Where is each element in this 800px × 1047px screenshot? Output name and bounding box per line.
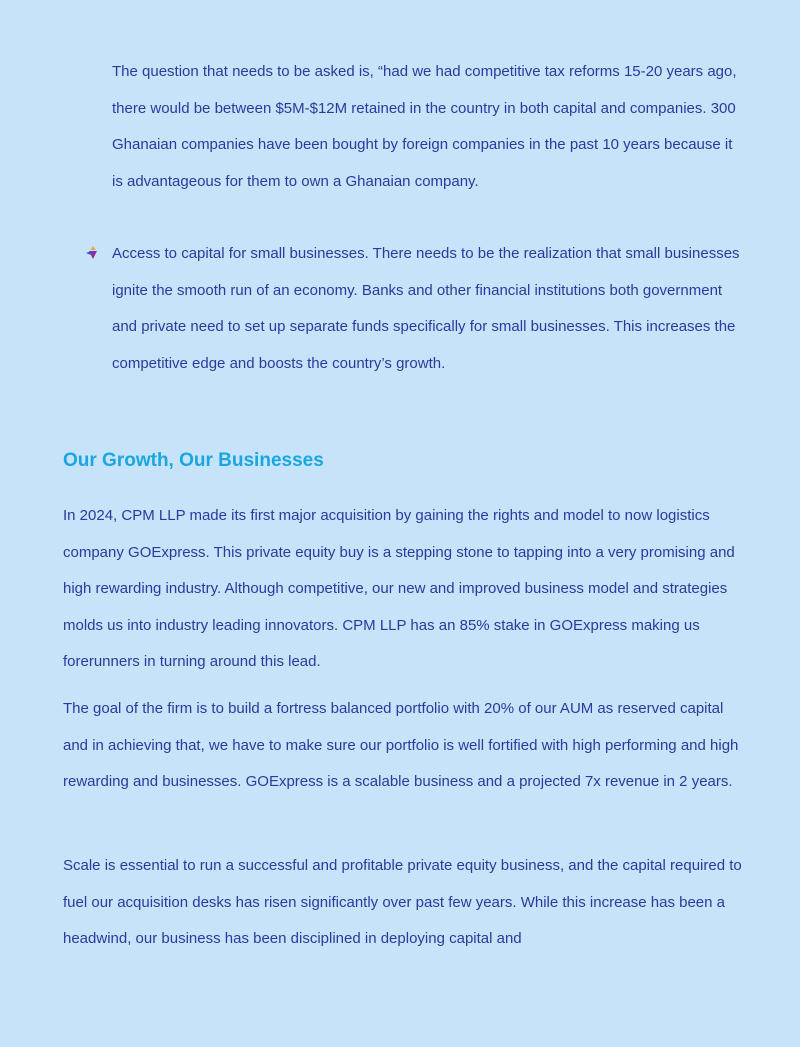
body-paragraph-1: In 2024, CPM LLP made its first major acquisition by gaining the rights and model to now logistics company GOExpress. This private equity buy is a stepping stone to tapping into a very promising and high rewarding industry. Although competitive, our new and improved business model and strategies molds us into industry leading innovators. CPM LLP has an 85% stake in GOExpress making us forerunners in turning around this lead. [63, 507, 735, 670]
body-paragraph-2: The goal of the firm is to build a fortress balanced portfolio with 20% of our AUM as reserved capital and in achieving that, we have to make sure our portfolio is well fortified with high performing and high rewarding and businesses. GOExpress is a scalable business and a projected 7x revenue in 2 years. [63, 700, 739, 790]
section-heading: Our Growth, Our Businesses [63, 450, 324, 471]
body-paragraph-3: Scale is essential to run a successful and profitable private equity business, and the capital required to fuel our acquisition desks has risen significantly over past few years. While this increase has been a headwind, our business has been disciplined in deploying capital and [63, 857, 742, 947]
arrow-bullet-icon [86, 246, 100, 260]
bullet-item: Access to capital for small businesses. There needs to be the realization that small businesses ignite the smooth run of an economy. Banks and other financial institutions both government and private need to set up separate funds specifically for small businesses. This increases the competitive edge and boosts the country’s growth. [112, 245, 740, 372]
intro-continuation-paragraph: The question that needs to be asked is, “had we had competitive tax reforms 15-20 years ago, there would be between $5M-$12M retained in the country in both capital and companies. 300 Ghanaian companies have been bought by foreign companies in the past 10 years because it is advantageous for them to own a Ghanaian company. [112, 63, 737, 190]
